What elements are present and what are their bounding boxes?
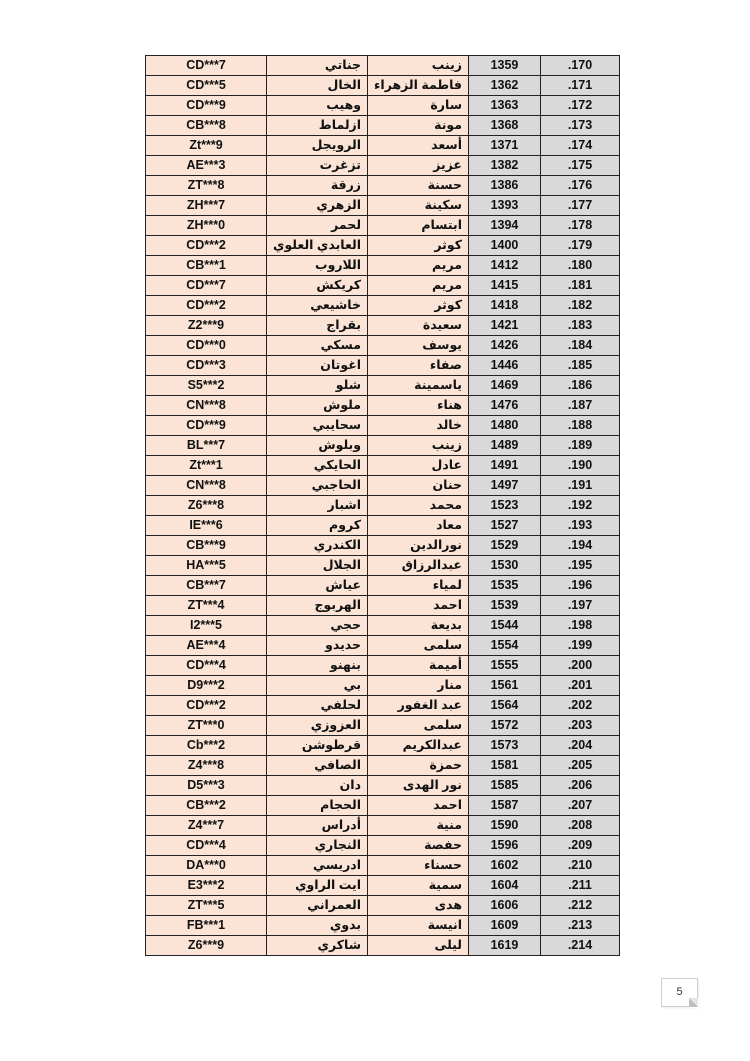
cell-last-name: الكندري [267, 536, 368, 556]
cell-index: .185 [540, 356, 619, 376]
table-row [146, 636, 620, 656]
table-row [146, 796, 620, 816]
table-row [146, 716, 620, 736]
cell-first-name: عبدالرزاق [368, 556, 469, 576]
table-row [146, 616, 620, 636]
cell-index: .206 [540, 776, 619, 796]
cell-code: CD***5 [146, 76, 267, 96]
table-row [146, 196, 620, 216]
cell-first-name: نور الهدى [368, 776, 469, 796]
cell-index: .179 [540, 236, 619, 256]
table-row [146, 676, 620, 696]
cell-number: 1596 [468, 836, 540, 856]
cell-code: Z4***8 [146, 756, 267, 776]
cell-number: 1581 [468, 756, 540, 776]
cell-first-name: سارة [368, 96, 469, 116]
cell-last-name: الحجام [267, 796, 368, 816]
cell-number: 1421 [468, 316, 540, 336]
cell-index: .189 [540, 436, 619, 456]
cell-first-name: زينب [368, 436, 469, 456]
cell-index: .208 [540, 816, 619, 836]
cell-number: 1523 [468, 496, 540, 516]
table-row [146, 316, 620, 336]
cell-code: CN***8 [146, 396, 267, 416]
cell-last-name: العمراني [267, 896, 368, 916]
cell-number: 1371 [468, 136, 540, 156]
cell-code: AE***4 [146, 636, 267, 656]
cell-index: .210 [540, 856, 619, 876]
page-number-badge [661, 978, 698, 1007]
cell-number: 1426 [468, 336, 540, 356]
cell-number: 1564 [468, 696, 540, 716]
cell-number: 1491 [468, 456, 540, 476]
cell-index: .198 [540, 616, 619, 636]
cell-number: 1530 [468, 556, 540, 576]
cell-number: 1362 [468, 76, 540, 96]
table-row [146, 476, 620, 496]
cell-first-name: هناء [368, 396, 469, 416]
table-row [146, 76, 620, 96]
cell-code: CB***9 [146, 536, 267, 556]
cell-first-name: عبدالكريم [368, 736, 469, 756]
cell-index: .176 [540, 176, 619, 196]
cell-code: FB***1 [146, 916, 267, 936]
cell-index: .207 [540, 796, 619, 816]
cell-index: .202 [540, 696, 619, 716]
cell-index: .214 [540, 936, 619, 956]
table-row [146, 56, 620, 76]
table-row [146, 916, 620, 936]
cell-last-name: بنهنو [267, 656, 368, 676]
cell-first-name: خالد [368, 416, 469, 436]
cell-last-name: ايت الراوي [267, 876, 368, 896]
table-row [146, 216, 620, 236]
cell-code: CD***7 [146, 276, 267, 296]
table-row [146, 816, 620, 836]
cell-first-name: حسنة [368, 176, 469, 196]
cell-code: Zt***9 [146, 136, 267, 156]
cell-last-name: الخال [267, 76, 368, 96]
cell-code: CB***8 [146, 116, 267, 136]
cell-first-name: منار [368, 676, 469, 696]
cell-last-name: الصافي [267, 756, 368, 776]
cell-first-name: ياسمينة [368, 376, 469, 396]
cell-index: .190 [540, 456, 619, 476]
cell-number: 1619 [468, 936, 540, 956]
cell-number: 1469 [468, 376, 540, 396]
cell-number: 1590 [468, 816, 540, 836]
cell-code: CD***7 [146, 56, 267, 76]
cell-first-name: انيسة [368, 916, 469, 936]
cell-first-name: ليلى [368, 936, 469, 956]
cell-last-name: النجاري [267, 836, 368, 856]
cell-number: 1535 [468, 576, 540, 596]
table-row [146, 296, 620, 316]
cell-last-name: شاكري [267, 936, 368, 956]
cell-number: 1587 [468, 796, 540, 816]
cell-number: 1561 [468, 676, 540, 696]
page-number: 5 [676, 986, 683, 998]
table-row [146, 376, 620, 396]
cell-last-name: الجلال [267, 556, 368, 576]
cell-code: BL***7 [146, 436, 267, 456]
cell-code: DA***0 [146, 856, 267, 876]
cell-last-name: لحلفي [267, 696, 368, 716]
cell-code: CD***9 [146, 416, 267, 436]
cell-index: .201 [540, 676, 619, 696]
cell-number: 1394 [468, 216, 540, 236]
cell-code: CB***1 [146, 256, 267, 276]
cell-index: .170 [540, 56, 619, 76]
cell-first-name: مريم [368, 276, 469, 296]
cell-last-name: اللاروب [267, 256, 368, 276]
cell-last-name: جناتي [267, 56, 368, 76]
cell-number: 1606 [468, 896, 540, 916]
cell-first-name: منية [368, 816, 469, 836]
cell-number: 1572 [468, 716, 540, 736]
cell-code: Zt***1 [146, 456, 267, 476]
table-row [146, 156, 620, 176]
cell-last-name: بي [267, 676, 368, 696]
cell-last-name: اغوتان [267, 356, 368, 376]
cell-index: .193 [540, 516, 619, 536]
table-row [146, 276, 620, 296]
cell-first-name: عبد الغفور [368, 696, 469, 716]
page-curl-icon [689, 998, 698, 1007]
cell-first-name: مريم [368, 256, 469, 276]
results-table-body [146, 56, 620, 956]
cell-number: 1446 [468, 356, 540, 376]
cell-index: .192 [540, 496, 619, 516]
cell-index: .200 [540, 656, 619, 676]
cell-code: ZT***5 [146, 896, 267, 916]
cell-last-name: عياش [267, 576, 368, 596]
cell-index: .186 [540, 376, 619, 396]
cell-index: .194 [540, 536, 619, 556]
cell-index: .172 [540, 96, 619, 116]
cell-number: 1386 [468, 176, 540, 196]
table-row [146, 456, 620, 476]
cell-index: .213 [540, 916, 619, 936]
cell-code: ZH***7 [146, 196, 267, 216]
cell-index: .183 [540, 316, 619, 336]
cell-first-name: حنان [368, 476, 469, 496]
cell-last-name: بدوي [267, 916, 368, 936]
cell-index: .209 [540, 836, 619, 856]
cell-code: CD***2 [146, 236, 267, 256]
cell-number: 1489 [468, 436, 540, 456]
table-row [146, 536, 620, 556]
cell-code: CN***8 [146, 476, 267, 496]
cell-first-name: لمياء [368, 576, 469, 596]
cell-code: Z2***9 [146, 316, 267, 336]
cell-first-name: سلمى [368, 636, 469, 656]
cell-number: 1604 [468, 876, 540, 896]
cell-first-name: بديعة [368, 616, 469, 636]
cell-number: 1573 [468, 736, 540, 756]
cell-first-name: حسناء [368, 856, 469, 876]
cell-last-name: دان [267, 776, 368, 796]
cell-first-name: صفاء [368, 356, 469, 376]
cell-first-name: ابتسام [368, 216, 469, 236]
table-row [146, 96, 620, 116]
cell-index: .177 [540, 196, 619, 216]
table-row [146, 576, 620, 596]
cell-index: .191 [540, 476, 619, 496]
cell-code: Z6***8 [146, 496, 267, 516]
cell-code: E3***2 [146, 876, 267, 896]
cell-number: 1368 [468, 116, 540, 136]
table-row [146, 856, 620, 876]
cell-code: CB***7 [146, 576, 267, 596]
cell-first-name: يوسف [368, 336, 469, 356]
cell-number: 1359 [468, 56, 540, 76]
table-row [146, 176, 620, 196]
cell-last-name: الهربوج [267, 596, 368, 616]
cell-index: .182 [540, 296, 619, 316]
cell-number: 1415 [468, 276, 540, 296]
table-row [146, 776, 620, 796]
cell-number: 1554 [468, 636, 540, 656]
table-row [146, 496, 620, 516]
cell-first-name: سعيدة [368, 316, 469, 336]
cell-code: IE***6 [146, 516, 267, 536]
cell-code: ZH***0 [146, 216, 267, 236]
cell-last-name: ملوش [267, 396, 368, 416]
table-row [146, 416, 620, 436]
cell-index: .196 [540, 576, 619, 596]
cell-code: Cb***2 [146, 736, 267, 756]
cell-index: .178 [540, 216, 619, 236]
table-row [146, 256, 620, 276]
cell-index: .184 [540, 336, 619, 356]
cell-code: CD***0 [146, 336, 267, 356]
cell-code: S5***2 [146, 376, 267, 396]
cell-first-name: كوثر [368, 296, 469, 316]
cell-last-name: كروم [267, 516, 368, 536]
cell-number: 1609 [468, 916, 540, 936]
cell-code: ZT***0 [146, 716, 267, 736]
cell-number: 1539 [468, 596, 540, 616]
table-row [146, 896, 620, 916]
table-row [146, 396, 620, 416]
cell-first-name: سمية [368, 876, 469, 896]
cell-first-name: حمزة [368, 756, 469, 776]
cell-number: 1555 [468, 656, 540, 676]
table-row [146, 556, 620, 576]
cell-last-name: الحاجبي [267, 476, 368, 496]
cell-number: 1418 [468, 296, 540, 316]
cell-last-name: حجي [267, 616, 368, 636]
cell-number: 1497 [468, 476, 540, 496]
cell-number: 1585 [468, 776, 540, 796]
cell-last-name: الحايكي [267, 456, 368, 476]
cell-last-name: مسكي [267, 336, 368, 356]
cell-last-name: بقراج [267, 316, 368, 336]
table-row [146, 336, 620, 356]
cell-index: .175 [540, 156, 619, 176]
cell-code: CD***2 [146, 296, 267, 316]
cell-last-name: أدراس [267, 816, 368, 836]
cell-number: 1412 [468, 256, 540, 276]
cell-number: 1527 [468, 516, 540, 536]
cell-index: .212 [540, 896, 619, 916]
cell-first-name: محمد [368, 496, 469, 516]
table-row [146, 696, 620, 716]
cell-code: AE***3 [146, 156, 267, 176]
cell-number: 1480 [468, 416, 540, 436]
cell-last-name: حديدو [267, 636, 368, 656]
table-row [146, 356, 620, 376]
cell-code: CD***3 [146, 356, 267, 376]
cell-first-name: مونة [368, 116, 469, 136]
cell-code: Z4***7 [146, 816, 267, 836]
cell-number: 1382 [468, 156, 540, 176]
cell-first-name: نورالدين [368, 536, 469, 556]
cell-first-name: أميمة [368, 656, 469, 676]
cell-index: .211 [540, 876, 619, 896]
cell-last-name: العابدي العلوي [267, 236, 368, 256]
cell-code: D9***2 [146, 676, 267, 696]
cell-last-name: العزوزي [267, 716, 368, 736]
cell-index: .171 [540, 76, 619, 96]
table-row [146, 136, 620, 156]
cell-code: ZT***4 [146, 596, 267, 616]
cell-code: CB***2 [146, 796, 267, 816]
cell-number: 1544 [468, 616, 540, 636]
cell-first-name: سكينة [368, 196, 469, 216]
cell-number: 1400 [468, 236, 540, 256]
cell-last-name: اشبار [267, 496, 368, 516]
table-row [146, 436, 620, 456]
cell-last-name: الرويجل [267, 136, 368, 156]
cell-first-name: عادل [368, 456, 469, 476]
cell-code: CD***9 [146, 96, 267, 116]
cell-code: CD***2 [146, 696, 267, 716]
cell-code: CD***4 [146, 836, 267, 856]
cell-index: .197 [540, 596, 619, 616]
cell-index: .173 [540, 116, 619, 136]
cell-last-name: ازلماط [267, 116, 368, 136]
cell-first-name: فاطمة الزهراء [368, 76, 469, 96]
cell-last-name: كريكش [267, 276, 368, 296]
cell-first-name: احمد [368, 796, 469, 816]
results-table [145, 55, 620, 956]
cell-index: .188 [540, 416, 619, 436]
cell-last-name: وهيب [267, 96, 368, 116]
table-row [146, 836, 620, 856]
cell-last-name: الزهري [267, 196, 368, 216]
cell-first-name: عزيز [368, 156, 469, 176]
cell-first-name: هدى [368, 896, 469, 916]
cell-index: .203 [540, 716, 619, 736]
cell-first-name: أسعد [368, 136, 469, 156]
cell-code: D5***3 [146, 776, 267, 796]
cell-last-name: زرقة [267, 176, 368, 196]
cell-number: 1602 [468, 856, 540, 876]
cell-first-name: معاد [368, 516, 469, 536]
cell-last-name: خاشيعي [267, 296, 368, 316]
cell-index: .181 [540, 276, 619, 296]
cell-index: .187 [540, 396, 619, 416]
cell-index: .195 [540, 556, 619, 576]
cell-number: 1363 [468, 96, 540, 116]
cell-index: .180 [540, 256, 619, 276]
cell-number: 1393 [468, 196, 540, 216]
table-row [146, 936, 620, 956]
table-row [146, 596, 620, 616]
cell-last-name: ادريسي [267, 856, 368, 876]
cell-index: .199 [540, 636, 619, 656]
cell-code: CD***4 [146, 656, 267, 676]
table-row [146, 236, 620, 256]
cell-code: HA***5 [146, 556, 267, 576]
table-row [146, 516, 620, 536]
cell-last-name: وبلوش [267, 436, 368, 456]
cell-first-name: زينب [368, 56, 469, 76]
table-row [146, 656, 620, 676]
cell-last-name: شلو [267, 376, 368, 396]
cell-first-name: حفصة [368, 836, 469, 856]
table-row [146, 756, 620, 776]
cell-first-name: كوثر [368, 236, 469, 256]
cell-first-name: سلمى [368, 716, 469, 736]
cell-code: I2***5 [146, 616, 267, 636]
cell-code: ZT***8 [146, 176, 267, 196]
cell-index: .205 [540, 756, 619, 776]
cell-last-name: لحمر [267, 216, 368, 236]
table-row [146, 116, 620, 136]
cell-index: .204 [540, 736, 619, 756]
table-row [146, 876, 620, 896]
cell-last-name: سحايبي [267, 416, 368, 436]
cell-number: 1476 [468, 396, 540, 416]
cell-first-name: احمد [368, 596, 469, 616]
cell-last-name: تزغرت [267, 156, 368, 176]
cell-index: .174 [540, 136, 619, 156]
table-row [146, 736, 620, 756]
cell-last-name: قرطوشن [267, 736, 368, 756]
cell-number: 1529 [468, 536, 540, 556]
cell-code: Z6***9 [146, 936, 267, 956]
